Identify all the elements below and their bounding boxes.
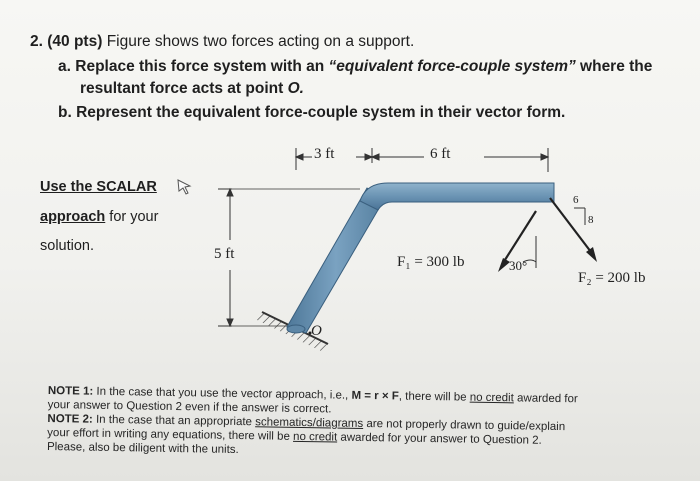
question-stem: Figure shows two forces acting on a support.	[106, 33, 415, 50]
slope-triangle	[574, 208, 585, 225]
note-2-text-c: your effort in writing any equations, there will be	[47, 426, 294, 443]
part-a-text-2: where the	[575, 58, 653, 75]
part-a-text-1: Replace this force system with an	[75, 58, 329, 75]
part-b-label: b.	[58, 104, 72, 121]
note-2-line-3: Please, also be diligent with the units.	[46, 440, 239, 457]
part-b-text: Represent the equivalent force-couple system in their vector form.	[76, 104, 566, 121]
note-1-formula: M = r × F	[351, 389, 399, 403]
note-1-text-c: awarded for	[513, 392, 578, 406]
part-a-emphasis: “equivalent force-couple system”	[328, 58, 576, 75]
side-note-approach: approach	[40, 209, 106, 225]
note-1-line-2: your answer to Question 2 even if the answer is correct.	[47, 398, 332, 416]
dim-6ft-label: 6 ft	[430, 146, 451, 162]
question-points: (40 pts)	[47, 33, 103, 50]
side-note-solution: solution.	[40, 238, 95, 254]
dim-arrow	[372, 154, 379, 160]
question-number: 2.	[30, 33, 43, 50]
note-2-no-credit: no credit	[293, 430, 338, 444]
part-a-text-3: resultant force acts at point	[80, 80, 288, 97]
note-2-label: NOTE 2:	[47, 412, 93, 426]
note-1-no-credit: no credit	[469, 391, 514, 405]
dim-5ft-label: 5 ft	[214, 246, 235, 262]
note-2-text-b: are not properly drawn to guide/explain	[363, 417, 566, 434]
dimension-lines	[218, 148, 548, 326]
dim-arrow	[296, 154, 303, 160]
angle-label: 30°	[509, 258, 528, 273]
side-note-scalar: Use the SCALAR	[40, 179, 157, 195]
note-2-text-d: awarded for your answer to Question 2.	[337, 431, 542, 447]
note-2-schematics: schematics/diagrams	[255, 416, 364, 430]
part-a-point: O.	[287, 80, 304, 97]
dim-arrow	[227, 319, 233, 326]
dim-arrow	[227, 189, 233, 196]
dim-3ft-label: 3 ft	[314, 146, 335, 162]
f2-force-arrow	[550, 198, 597, 262]
notes-block	[47, 384, 688, 464]
slope-6-label: 6	[573, 194, 579, 206]
note-2-text-a: In the case that an appropriate	[92, 413, 256, 429]
f2-label: F₂ = 200 lb	[578, 270, 646, 286]
point-o-label: O	[311, 323, 322, 339]
note-1-label: NOTE 1:	[47, 384, 94, 398]
part-a-label: a.	[58, 58, 71, 75]
f1-label: F₁ = 300 lb	[397, 254, 465, 270]
dim-arrow	[541, 154, 548, 160]
slope-8-label: 8	[588, 214, 594, 226]
side-note-rest: for your	[105, 209, 159, 225]
note-1-text-b: , there will be	[398, 390, 470, 404]
note-1-text-a: In the case that you use the vector approach, i.e.,	[93, 385, 352, 402]
